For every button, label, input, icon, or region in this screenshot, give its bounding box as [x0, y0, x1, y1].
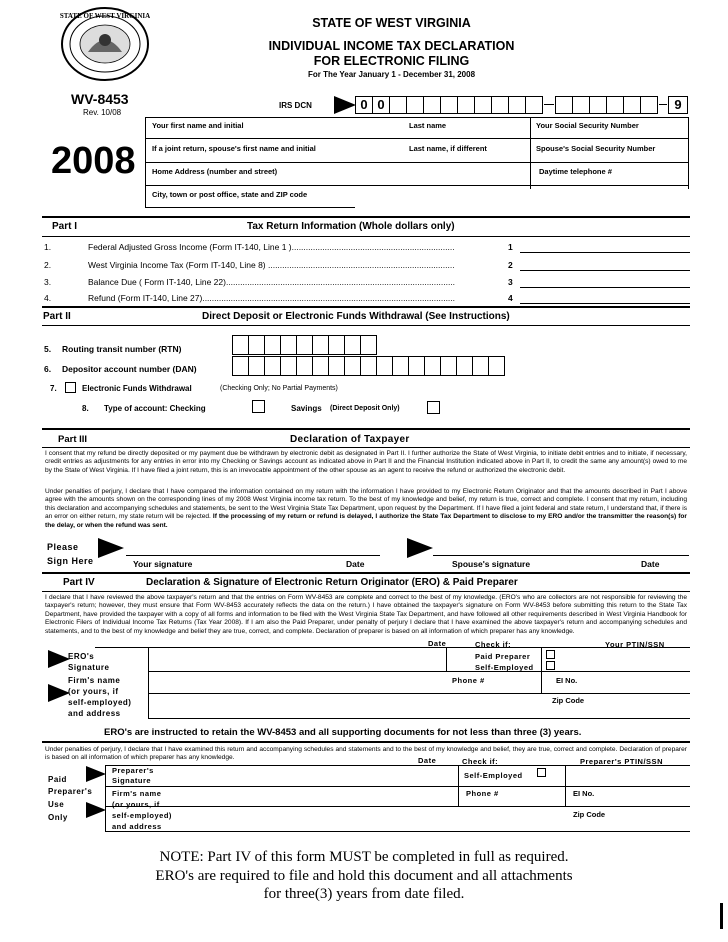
ero-firm-arrow-icon: [48, 684, 70, 702]
dcn-box[interactable]: [457, 96, 475, 114]
seal-text: STATE OF WEST VIRGINIA: [60, 12, 150, 20]
form-id: WV-8453: [71, 91, 129, 107]
sign-arrow-icon: [98, 538, 124, 558]
header-subtitle: For The Year January 1 - December 31, 2008: [307, 70, 476, 79]
preparer-ein-label: EI No.: [573, 789, 595, 798]
account-type-label: Type of account: Checking: [104, 404, 206, 413]
dcn-arrow-icon: [334, 96, 356, 114]
dcn-box[interactable]: [440, 96, 458, 114]
form-revision: Rev. 10/08: [83, 108, 122, 117]
note-line-1: NOTE: Part IV of this form MUST be completed in full as required.: [159, 849, 569, 865]
spouse-signature-label: Spouse's signature: [452, 559, 531, 569]
part3-perjury-text: [45, 488, 687, 530]
ero-self-employed-checkbox[interactable]: [546, 661, 555, 670]
account-number-label: Depositor account number (DAN): [62, 364, 197, 374]
your-signature-label: Your signature: [133, 559, 193, 569]
ero-firm-name-label-2: (or yours, if: [68, 687, 119, 696]
dcn-box[interactable]: [606, 96, 624, 114]
ssn-field[interactable]: Your Social Security Number: [536, 121, 639, 130]
dcn-box[interactable]: [508, 96, 526, 114]
dcn-box[interactable]: [555, 96, 573, 114]
savings-label: Savings: [291, 404, 322, 413]
dcn-dash: [659, 104, 667, 105]
routing-number-label-num: 5.: [44, 344, 52, 354]
note-line-2: ERO's are required to file and hold this document and all attachments: [155, 868, 573, 884]
preparer-zip-label: Zip Code: [573, 810, 606, 819]
ero-date-label: Date: [428, 639, 447, 648]
account-type-num: 8.: [82, 404, 89, 413]
preparer-firm-label-4: and address: [112, 822, 162, 831]
ero-phone-label: Phone #: [452, 676, 485, 685]
ero-firm-name-label-1: Firm's name: [68, 676, 121, 685]
spouse-last-name-field[interactable]: Last name, if different: [409, 144, 487, 153]
part2-label: Part II: [43, 311, 71, 322]
preparer-phone-label: Phone #: [466, 789, 499, 798]
dcn-label: IRS DCN: [279, 101, 312, 110]
tax-year: 2008: [51, 140, 136, 182]
dcn-box[interactable]: 0: [372, 96, 390, 114]
part3-perjury-bold: If the processing of my return or refund is delayed, I authorize the State Tax Department to disclose to my ERO and/or the transmitter the reason(s) for the delay, or when the refund was sent.: [45, 513, 687, 529]
ero-signature-label: Signature: [68, 663, 110, 672]
only-label: Only: [48, 813, 68, 822]
dcn-box[interactable]: [474, 96, 492, 114]
note-line-3: for three(3) years from date filed.: [263, 886, 465, 902]
routing-number-label: Routing transit number (RTN): [62, 344, 182, 354]
paid-preparer-checkbox[interactable]: [546, 650, 555, 659]
city-state-zip-field[interactable]: City, town or post office, state and ZIP code: [152, 190, 308, 199]
line-4-number: 4.: [44, 293, 52, 303]
spouse-date-label: Date: [641, 559, 660, 569]
preparer-sign-arrow-icon: [86, 766, 106, 782]
part1-title: Tax Return Information (Whole dollars only): [247, 221, 455, 232]
preparer-firm-label-1: Firm's name: [112, 789, 162, 798]
sign-here-label: Sign Here: [47, 556, 94, 566]
line-1-amount[interactable]: [520, 252, 690, 253]
ero-retain-notice: ERO's are instructed to retain the WV-8453 and all supporting documents for not less than three (3) years.: [104, 727, 582, 738]
efw-num: 7.: [50, 384, 57, 393]
line-2-number: 2.: [44, 260, 52, 270]
line-3-number: 3.: [44, 277, 52, 287]
preparer-check-if-label: Check if:: [462, 757, 499, 766]
ero-paid-preparer-label: Paid Preparer: [475, 652, 531, 661]
dcn-box[interactable]: [589, 96, 607, 114]
preparer-firm-arrow-icon: [86, 802, 106, 818]
part4-declaration-text: I declare that I have reviewed the above taxpayer's return and that the entries on Form WV-8453 are complete and correct to the best of my knowledge. (ERO's who are collectors are not responsible for reviewing the taxpayer's return; however, they must ensure that Form WV-8453 accurately reflects the data on the return.) I have obtained the taxpayer's signature on Form WV-8453 before submitting this return to the State Tax Department, have provided the taxpayer with a copy of all forms and information to be filed with the West Virginia State Tax Department, and have followed all other requirements described in West Virginia Handbook for Electronic Filers of Individual Income Tax Returns (Tax Year 2008). If I am also the Paid Preparer, under penalty of perjury I declare that I have examined the above taxpayer's return and accompanying schedules and statements, and to the best of my knowledge and belief they are true, correct, and complete. Declaration of preparer is based on all information of which preparer has any knowledge.: [45, 594, 687, 635]
dcn-box[interactable]: [525, 96, 543, 114]
preparer-self-employed-label: Self-Employed: [464, 771, 523, 780]
part4-label: Part IV: [63, 577, 95, 588]
line-1-number: 1.: [44, 242, 52, 252]
account-number-label-num: 6.: [44, 364, 52, 374]
header-title-3: FOR ELECTRONIC FILING: [313, 54, 470, 68]
efw-checkbox[interactable]: [65, 382, 76, 393]
dcn-box-last[interactable]: 9: [668, 96, 688, 114]
ero-ein-label: EI No.: [556, 676, 578, 685]
preparer-ptin-label: Preparer's PTIN/SSN: [580, 757, 663, 766]
part4-title: Declaration & Signature of Electronic Return Originator (ERO) & Paid Preparer: [146, 577, 518, 588]
part1-label: Part I: [52, 221, 78, 232]
dcn-box[interactable]: [406, 96, 424, 114]
line-2-ref: 2: [508, 260, 513, 270]
ero-ptin-label: Your PTIN/SSN: [605, 640, 665, 649]
first-name-field[interactable]: Your first name and initial: [152, 121, 244, 130]
line-4-amount[interactable]: [520, 303, 690, 304]
part3-consent-text: I consent that my refund be directly deposited or my payment due be withdrawn by electronic debit as designated in Part II. I further authorize the State of West Virginia, to initiate debit entries and to initiate, if necessary, credit entries as adjustments for any entries in error into my Checking or Savings account as indicated above in Part II and the Financial Institution indicated above in Part II, to credit the same any amount(s) owed to me by the State of West Virginia. If I have filed a joint return, this is an irrevocable appointment of the other spouse as an agent to receive the refund or authorized the electronic debit.: [45, 450, 687, 474]
spouse-first-name-field[interactable]: If a joint return, spouse's first name and initial: [152, 144, 316, 153]
spouse-signature-line[interactable]: [433, 555, 689, 556]
line-2-amount[interactable]: [520, 270, 690, 271]
part3-title: Declaration of Taxpayer: [290, 434, 410, 445]
efw-note: (Checking Only; No Partial Payments): [220, 385, 338, 392]
daytime-phone-field[interactable]: Daytime telephone #: [539, 167, 612, 176]
preparer-date-label: Date: [418, 756, 437, 765]
your-signature-line[interactable]: [126, 555, 380, 556]
your-date-label: Date: [346, 559, 365, 569]
spouse-ssn-field[interactable]: Spouse's Social Security Number: [536, 144, 656, 153]
dcn-box[interactable]: 0: [355, 96, 373, 114]
preparer-firm-label-2: (or yours, if: [112, 800, 160, 809]
dcn-dash: [544, 104, 554, 105]
home-address-field[interactable]: Home Address (number and street): [152, 167, 278, 176]
ero-label: ERO's: [68, 652, 95, 661]
dcn-box[interactable]: [389, 96, 407, 114]
ero-zip-label: Zip Code: [552, 696, 585, 705]
header-title-2: INDIVIDUAL INCOME TAX DECLARATION: [268, 39, 515, 53]
part3-perjury-body: Under penalties of perjury, I declare that I have compared the information contained on my return with the information I have provided to my Electronic Return Originator and that the amounts described in Part I above agree with the amounts shown on the corresponding lines of my 2008 West Virginia income tax return. To the best of my knowledge and belief, my return is true, correct and complete. I consent that my return, including this declaration and accompanying schedules and statements, be sent to the West Virginia State Tax Department, upon request by the Department. If I have filed a joint federal and state return, I understand that, if there is an error on either return, my state return will be rejected.: [45, 488, 687, 521]
ero-check-if-label: Check if:: [475, 640, 512, 649]
ero-firm-name-label-4: and address: [68, 709, 121, 718]
line-2-label: West Virginia Income Tax (Form IT-140, Line 8) ...............................................................................: [88, 260, 455, 270]
line-3-label: Balance Due ( Form IT-140, Line 22).................................................................................................: [88, 277, 456, 287]
dcn-box[interactable]: [572, 96, 590, 114]
preparer-declaration-text: Under penalties of perjury, I declare that I have examined this return and accompanying schedules and statements and to the best of my knowledge and belief, they are true, correct and complete. Declaration of preparer is based on all information of which preparer has any knowledge.: [45, 746, 687, 762]
dcn-box[interactable]: [491, 96, 509, 114]
dcn-box[interactable]: [423, 96, 441, 114]
checking-checkbox[interactable]: [252, 400, 265, 413]
preparer-firm-label-3: self-employed): [112, 811, 172, 820]
part3-label: Part III: [58, 434, 88, 445]
ero-self-employed-label: Self-Employed: [475, 663, 534, 672]
savings-checkbox[interactable]: [427, 401, 440, 414]
line-4-ref: 4: [508, 293, 513, 303]
line-3-ref: 3: [508, 277, 513, 287]
ero-firm-name-label-3: self-employed): [68, 698, 132, 707]
corner-mark: [720, 903, 723, 929]
header-title-1: STATE OF WEST VIRGINIA: [312, 16, 471, 30]
ero-sign-arrow-icon: [48, 650, 70, 668]
line-4-label: Refund (Form IT-140, Line 27)...........................................................................................................: [88, 293, 456, 303]
preparers-label: Preparer's: [48, 787, 93, 796]
preparer-sig-label-1: Preparer's: [112, 766, 154, 775]
paid-label: Paid: [48, 775, 67, 784]
line-3-amount[interactable]: [520, 287, 690, 288]
please-label: Please: [47, 542, 79, 552]
dcn-box[interactable]: [623, 96, 641, 114]
savings-note: (Direct Deposit Only): [330, 405, 400, 412]
spouse-sign-arrow-icon: [407, 538, 433, 558]
dcn-box[interactable]: [640, 96, 658, 114]
last-name-field[interactable]: Last name: [409, 121, 447, 130]
use-label: Use: [48, 800, 65, 809]
efw-label: Electronic Funds Withdrawal: [82, 384, 192, 393]
preparer-sig-label-2: Signature: [112, 776, 152, 785]
part2-title: Direct Deposit or Electronic Funds Withdrawal (See Instructions): [202, 311, 510, 322]
line-1-ref: 1: [508, 242, 513, 252]
line-1-label: Federal Adjusted Gross Income (Form IT-140, Line 1 ).....................................................................: [88, 242, 455, 252]
preparer-self-employed-checkbox[interactable]: [537, 768, 546, 777]
